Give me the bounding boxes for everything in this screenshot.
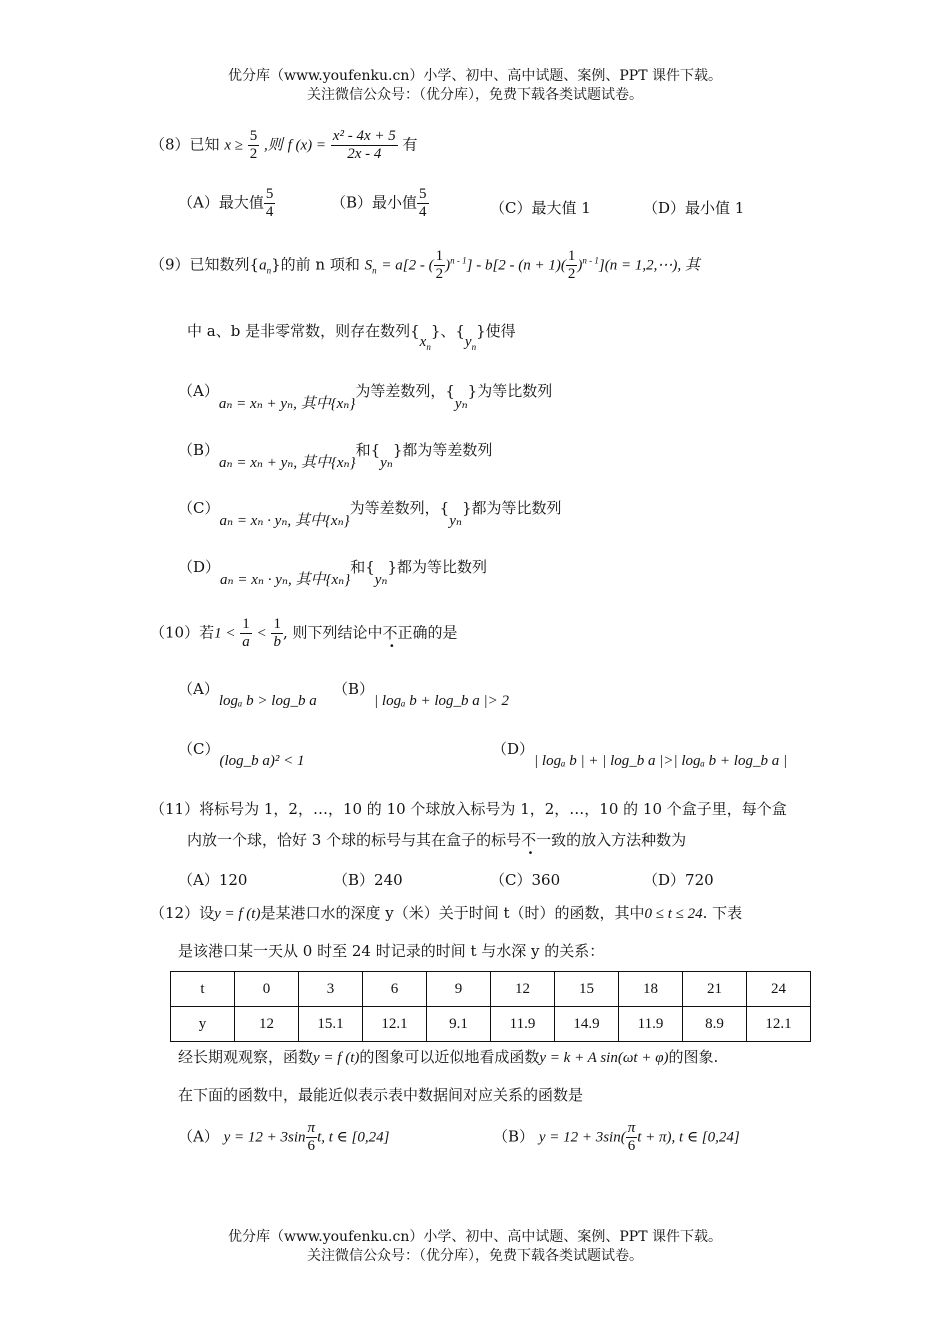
q8-option-b-fraction [417,186,429,221]
q11-line-2 [187,829,686,850]
q12-line1-range: 0 ≤ t ≤ 24 [644,906,703,922]
q9-half-1 [434,248,446,283]
q9-half-1-num: 1 [435,248,444,264]
header-line-1: 优分库（www.youfenku.cn）小学、初中、高中试题、案例、PPT 课件下载。 [227,68,722,84]
q8-function-fraction [331,128,398,163]
q12-line3-a: 经长期观观察，函数 [178,1048,314,1066]
q9-formula-c: ] - b[2 - (n + 1)( [466,257,566,274]
table-cell: 14.9 [555,1007,619,1042]
q9-half-2-num: 1 [567,248,576,264]
q12-option-b [493,1120,740,1155]
q9-option-a-yn: yₙ [454,396,468,412]
table-header-t: t [171,972,235,1007]
q9-lead: （9）已知数列{ [150,255,260,274]
table-cell: 8.9 [683,1007,747,1042]
q10-f2-num: 1 [273,616,281,632]
table-cell: 12.1 [747,1007,811,1042]
q10-frac-a [240,616,252,651]
q12-line3-c: 的图象. [668,1048,719,1066]
table-cell: 11.9 [619,1007,683,1042]
q9-mid: }的前 n 项和 [271,255,360,274]
q10-f1-den: a [242,634,250,650]
q9-option-b-label: （B） [178,441,220,459]
q10-b-label: （B） [333,680,375,698]
table-cell: 15.1 [299,1007,363,1042]
table-cell: 3 [299,972,363,1007]
question-9: （9）已知数列$\{a_n\}$的前 n 项和 $S_n = a[2$ - ( $\frac{1}{2}$ )$^{n - 1}$] - b[2 - (n + 1)( $\frac{1}{2}$ )$^{n - 1}$](n = 1,2,⋯), 其 [150,248,700,282]
q9-formula-a: = a[2 - ( [381,257,434,274]
q8-a-num: 5 [265,186,274,202]
q10-d-label: （D） [492,740,535,758]
q10-option-c [178,738,305,769]
q12-line1-c: . 下表 [702,904,743,922]
q11-option-d: （D）720 [643,871,714,889]
table-row-y [171,1007,811,1042]
q9-half-1-den: 2 [435,266,444,282]
q9-yn: y [464,334,472,350]
q12-line1-f: y = f (t) [214,906,261,922]
q9-option-b-text1: 和{ [355,441,381,459]
q9-half-2 [566,248,578,283]
q11-line-1: （11）将标号为 1，2，…，10 的 10 个球放入标号为 1，2，…，10 的 10 个盒子里，每个盒 [150,800,787,818]
q8-cond-num: 5 [249,128,258,144]
q8-b-den: 4 [419,204,427,220]
q8-fx: f (x) = [287,137,327,154]
table-cell: 9.1 [427,1007,491,1042]
q12-line3-b: 的图象可以近似地看成函数 [359,1048,540,1066]
q9-option-c-text1: 为等差数列，{ [349,499,450,517]
q8-option-a [178,186,275,221]
q9-option-d-text2: }都为等比数列 [387,558,488,576]
q12-line-1 [150,902,742,923]
q10-lead: （10）若 [150,623,215,642]
header-line-2: 关注微信公众号：（优分库），免费下载各类试题试卷。 [307,87,643,103]
q11-option-a: （A）120 [178,871,248,889]
table-cell: 12.1 [363,1007,427,1042]
q10-tail-a: , 则下列结论中 [282,623,383,642]
q8-option-d: （D）最小值 1 [643,199,745,217]
q9-option-b-yn: yₙ [380,455,393,471]
q9-option-a-text1: 为等差数列，{ [355,382,455,400]
q8-option-b [331,186,429,221]
q9-option-c-label: （C） [178,499,220,517]
table-cell: 12 [491,972,555,1007]
q10-c-label: （C） [178,740,220,758]
q10-a-formula: logₐ b > log_b a [218,693,317,709]
q10-option-b [333,678,509,709]
q8-cond-den: 2 [249,146,258,162]
q11-line2-b: 一致的放入方法种数为 [536,831,687,849]
q10-d-formula: | logₐ b | + | log_b a |>| logₐ b + log_b a | [534,753,788,769]
q12-b-post: t + π), t ∈ [0,24] [637,1129,740,1146]
q9-formula-d: ) [577,257,583,274]
q8-condition-fraction [248,128,260,163]
q8-option-b-text: （B）最小值 [331,193,418,212]
table-cell: 0 [235,972,299,1007]
footer-line-1: 优分库（www.youfenku.cn）小学、初中、高中试题、案例、PPT 课件下载。 [227,1229,722,1245]
table-cell: 24 [747,972,811,1007]
q12-a-pre: y = 12 + 3sin [223,1129,306,1146]
q9-option-d-yn: yₙ [374,572,388,588]
q12-b-fraction [626,1120,638,1155]
q9-line2-a: 中 a、b 是非零常数，则存在数列{ [187,322,420,340]
q9-option-a-text2: }为等比数列 [467,382,553,400]
q9-option-d-formula: aₙ = xₙ · yₙ, 其中{xₙ} [220,572,351,588]
q8-then: ,则 [264,137,283,154]
q11-emphasis: 不 [521,831,537,849]
q9-option-a-formula: aₙ = xₙ + yₙ, 其中{xₙ} [218,396,356,412]
q12-line3-g: y = k + A sin(ωt + φ) [539,1050,669,1066]
table-cell: 9 [427,972,491,1007]
q8-option-a-text: （A）最大值 [178,193,264,212]
q12-line1-a: （12）设 [150,904,215,922]
q12-a-den: 6 [307,1138,316,1154]
q10-one: 1 < [214,625,236,642]
q10-emphasis: 不 [382,623,398,642]
q10-frac-b [271,616,283,651]
q12-b-num: π [627,1120,636,1136]
q12-line-4: 在下面的函数中，最能近似表示表中数据间对应关系的函数是 [178,1086,584,1104]
footer-line-2: 关注微信公众号：（优分库），免费下载各类试题试卷。 [307,1248,643,1264]
q12-b-den: 6 [627,1138,636,1154]
question-8 [150,128,418,163]
q8-f-den: 2x - 4 [347,146,382,162]
q8-option-c: （C）最大值 1 [490,199,591,217]
q12-line-2: 是该港口某一天从 0 时至 24 时记录的时间 t 与水深 y 的关系： [178,942,605,960]
q12-b-label: （B） [493,1127,535,1146]
q8-tail: 有 [402,135,418,154]
q10-option-a [178,678,317,709]
q9-option-d-label: （D） [178,558,221,576]
table-row-t [171,972,811,1007]
q9-option-c-formula: aₙ = xₙ · yₙ, 其中{xₙ} [219,513,350,529]
q10-f2-den: b [273,634,281,650]
q8-a-den: 4 [265,204,274,220]
q8-condition-lhs: x ≥ [224,137,243,154]
question-10 [150,616,458,651]
q9-option-c [178,497,562,529]
q9-line-2: 中 a、b 是非零常数，则存在数列$\{x_n\}$、$\{y_n\}$使得 [187,322,516,352]
q10-c-formula: (log_b a)² < 1 [219,753,305,769]
q10-f1-num: 1 [242,616,250,632]
q12-line-3 [178,1046,718,1067]
table-cell: 15 [555,972,619,1007]
q10-lt: < [256,625,267,642]
tide-table [170,971,811,1042]
q10-b-formula: | logₐ b + log_b a |> 2 [374,693,509,709]
q9-formula-b: ) [445,257,451,274]
q10-option-d [492,738,788,769]
q12-line1-b: 是某港口水的深度 y（米）关于时间 t（时）的函数，其中 [260,904,645,922]
q9-exp-1: n - 1 [450,255,467,266]
q12-line3-f: y = f (t) [313,1050,360,1066]
q9-option-d-text1: 和{ [350,558,375,576]
q11-option-b: （B）240 [333,871,403,889]
q10-a-label: （A） [178,680,219,698]
q12-a-post: t, t ∈ [0,24] [317,1129,390,1146]
q9-option-b-formula: aₙ = xₙ + yₙ, 其中{xₙ} [219,455,356,471]
q9-option-b-text2: }都为等差数列 [392,441,493,459]
q9-xn: x [419,334,427,350]
q10-tail-b: 正确的是 [397,623,458,642]
q9-option-c-text2: }都为等比数列 [461,499,562,517]
q8-f-num: x² - 4x + 5 [332,128,396,144]
q9-option-a-label: （A） [178,382,219,400]
q9-option-d [178,556,488,588]
table-cell: 21 [683,972,747,1007]
q8-b-num: 5 [419,186,427,202]
q9-an: a [259,257,267,274]
table-cell: 11.9 [491,1007,555,1042]
q8-number: （8）已知 [150,135,220,154]
q9-sn: S [364,257,373,274]
q9-option-b [178,439,493,471]
q12-a-label: （A） [178,1127,219,1146]
table-cell: 6 [363,972,427,1007]
table-cell: 12 [235,1007,299,1042]
q9-half-2-den: 2 [567,266,576,282]
q9-line2-c: }使得 [476,322,516,340]
q12-a-num: π [307,1120,316,1136]
q9-option-a [178,380,553,412]
table-cell: 18 [619,972,683,1007]
q9-option-c-yn: yₙ [449,513,462,529]
q11-option-c: （C）360 [490,871,561,889]
q8-option-a-fraction [264,186,276,221]
q12-b-pre: y = 12 + 3sin( [538,1129,626,1146]
q12-a-fraction [306,1120,318,1155]
q9-exp-2: n - 1 [582,255,599,266]
q9-formula-e: ](n = 1,2,⋯), 其 [598,257,700,274]
q11-line2-a: 内放一个球，恰好 3 个球的标号与其在盒子的标号 [187,831,522,849]
q9-line2-b: }、{ [430,322,465,340]
table-header-y: y [171,1007,235,1042]
q12-option-a [178,1120,389,1155]
